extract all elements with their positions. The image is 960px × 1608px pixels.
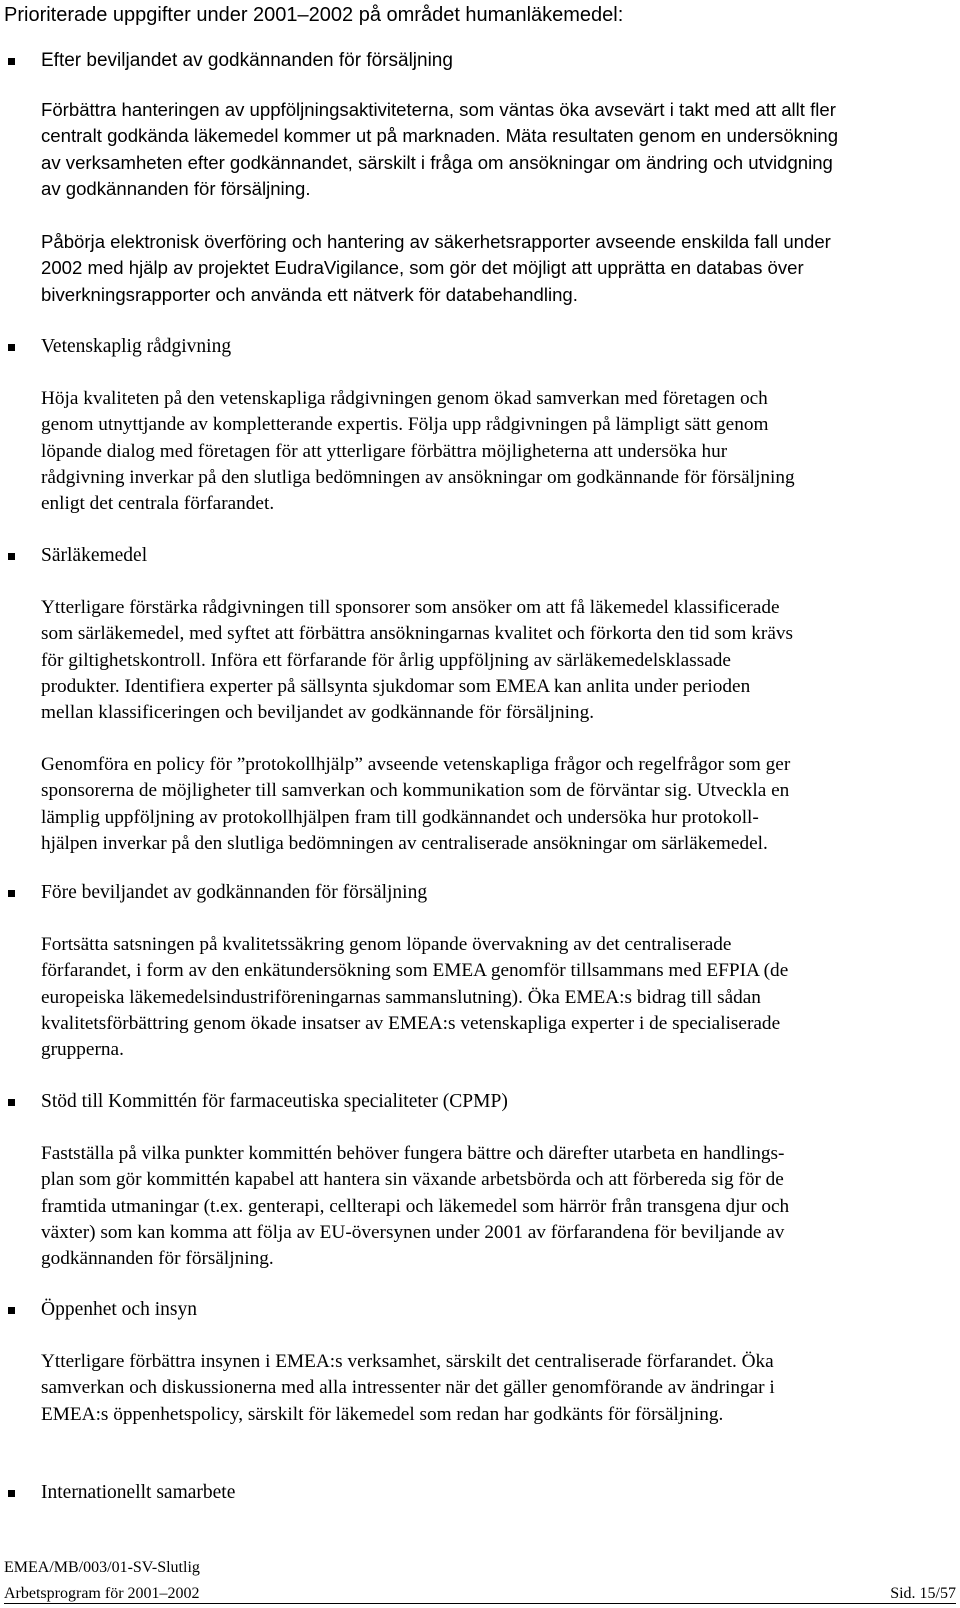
text-line: europeiska läkemedelsindustriföreningarnas sammanslutning). Öka EMEA:s bidrag till sådan — [41, 986, 761, 1008]
footer-page-number: Sid. 15/57 — [890, 1585, 956, 1602]
bullet-square-icon — [8, 1307, 15, 1314]
paragraph — [41, 229, 956, 308]
text-line: som särläkemedel, med syftet att förbättra ansökningarnas kvalitet och förkorta den tid som krävs — [41, 623, 793, 645]
paragraph — [41, 97, 956, 202]
text-line: samverkan och diskussionerna med alla intressenter när det gäller genomförande av ändringar i — [41, 1377, 775, 1399]
text-line: kvalitetsförbättring genom ökade insatser av EMEA:s vetenskapliga experter i de specialiserade — [41, 1012, 781, 1034]
text-line: Förbättra hanteringen av uppföljningsaktiviteterna, som väntas öka avsevärt i takt med att allt fler — [41, 99, 836, 120]
text-line: av godkännanden för försäljning. — [41, 177, 311, 199]
footer-reference: EMEA/MB/003/01-SV-Slutlig — [4, 1559, 200, 1576]
section-title: Särläkemedel — [41, 545, 148, 566]
text-line: Ytterligare förbättra insynen i EMEA:s verksamhet, särskilt det centraliserade förfarandet. Öka — [41, 1351, 774, 1372]
text-line: Fastställa på vilka punkter kommittén behöver fungera bättre och därefter utarbeta en handlings- — [41, 1143, 785, 1164]
text-line: växter) som kan komma att följa av EU-översynen under 2001 av förfarandena för beviljande av — [41, 1221, 785, 1243]
text-line: för giltighetskontroll. Införa ett förfarande för årlig uppföljning av särläkemedelsklassade — [41, 649, 731, 671]
section-title: Vetenskaplig rådgivning — [41, 336, 232, 357]
text-line: löpande dialog med företagen för att ytterligare förbättra möjligheterna att undersöka hur — [41, 440, 728, 462]
paragraph — [41, 752, 956, 857]
paragraph — [41, 595, 956, 726]
text-line: godkännanden för försäljning. — [41, 1248, 274, 1270]
section-title: Efter beviljandet av godkännanden för försäljning — [41, 50, 453, 71]
bullet-square-icon — [8, 58, 15, 65]
page-heading: Prioriterade uppgifter under 2001–2002 på området humanläkemedel: — [4, 4, 624, 26]
text-line: centralt godkända läkemedel kommer ut på marknaden. Mäta resultaten genom en undersökning — [41, 125, 839, 147]
text-line: framtida utmaningar (t.ex. genterapi, cellterapi och läkemedel som härrör från transgena djur och — [41, 1195, 790, 1217]
text-line: plan som gör kommittén kapabel att hantera sin växande arbetsbörda och att förbereda sig för de — [41, 1169, 784, 1191]
paragraph — [41, 1349, 956, 1428]
section-title: Internationellt samarbete — [41, 1482, 236, 1503]
text-line: hjälpen inverkar på den slutliga bedömningen av centraliserade ansökningar om särläkemedel. — [41, 832, 768, 854]
text-line: lämplig uppföljning av protokollhjälpen fram till godkännandet och undersöka hur protokoll- — [41, 806, 759, 828]
section-title: Före beviljandet av godkännanden för försäljning — [41, 882, 428, 903]
text-line: av verksamheten efter godkännandet, särskilt i fråga om ansökningar om ändring och utvidgning — [41, 151, 833, 173]
section-title: Stöd till Kommittén för farmaceutiska specialiteter (CPMP) — [41, 1091, 508, 1112]
text-line: grupperna. — [41, 1039, 124, 1061]
bullet-square-icon — [8, 344, 15, 351]
page-footer — [4, 1558, 956, 1606]
bullet-square-icon — [8, 890, 15, 897]
bullet-square-icon — [8, 1490, 15, 1497]
footer-rule — [4, 1603, 956, 1604]
text-line: Ytterligare förstärka rådgivningen till sponsorer som ansöker om att få läkemedel klassificerade — [41, 597, 780, 618]
text-line: Höja kvaliteten på den vetenskapliga rådgivningen genom ökad samverkan med företagen och — [41, 388, 768, 409]
text-line: rådgivning inverkar på den slutliga bedömningen av ansökningar om godkännande för försäljning — [41, 466, 795, 488]
footer-subtitle: Arbetsprogram för 2001–2002 — [4, 1585, 200, 1602]
bullet-square-icon — [8, 553, 15, 560]
paragraph — [41, 386, 956, 517]
paragraph — [41, 932, 956, 1063]
text-line: Påbörja elektronisk överföring och hantering av säkerhetsrapporter avseende enskilda fall under — [41, 231, 831, 252]
text-line: förfarandet, i form av den enkätundersökning som EMEA genomför tillsammans med EFPIA (de — [41, 960, 789, 982]
section-title: Öppenhet och insyn — [41, 1299, 197, 1320]
text-line: 2002 med hjälp av projektet EudraVigilance, som gör det möjligt att upprätta en databas över — [41, 257, 804, 279]
text-line: produkter. Identifiera experter på sällsynta sjukdomar som EMEA kan anlita under perioden — [41, 675, 751, 697]
text-line: Genomföra en policy för ”protokollhjälp” avseende vetenskapliga frågor och regelfrågor som ger — [41, 754, 791, 775]
bullet-square-icon — [8, 1099, 15, 1106]
text-line: enligt det centrala förfarandet. — [41, 493, 275, 515]
text-line: genom utnyttjande av kompletterande expertis. Följa upp rådgivningen på lämpligt sätt genom — [41, 414, 769, 436]
text-line: EMEA:s öppenhetspolicy, särskilt för läkemedel som redan har godkänts för försäljning. — [41, 1403, 724, 1425]
text-line: sponsorerna de möjligheter till samverkan och kommunikation som de förväntar sig. Utveckla en — [41, 780, 790, 802]
text-line: biverkningsrapporter och använda ett nätverk för databehandling. — [41, 283, 578, 305]
paragraph — [41, 1141, 956, 1272]
text-line: mellan klassificeringen och beviljandet av godkännande för försäljning. — [41, 702, 595, 724]
text-line: Fortsätta satsningen på kvalitetssäkring genom löpande övervakning av det centraliserade — [41, 934, 732, 955]
